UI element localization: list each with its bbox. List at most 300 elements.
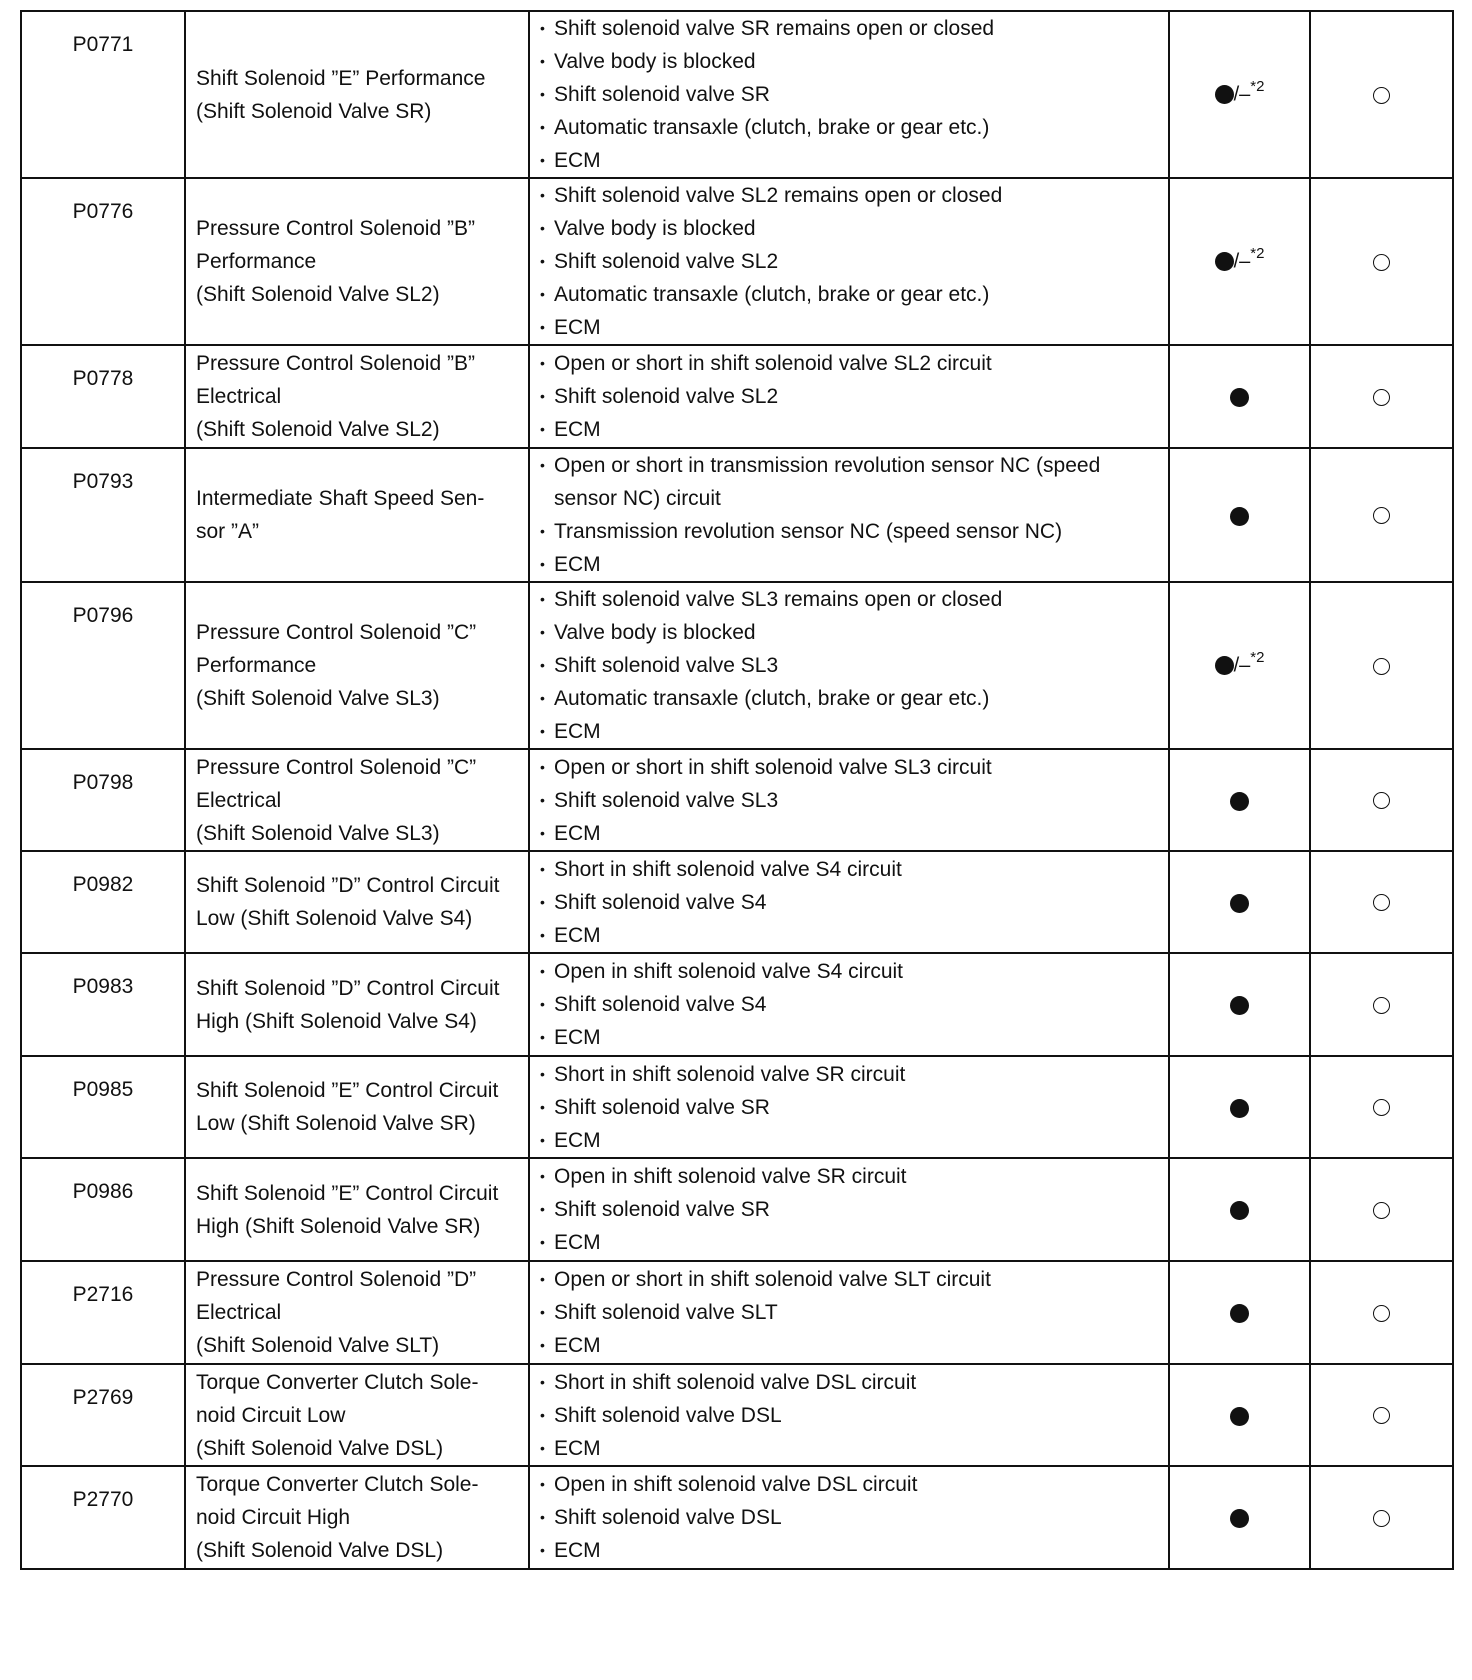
memory-cell [1310,1056,1453,1158]
detection-item-line: Shift Solenoid ”E” Control Circuit [196,1181,499,1205]
dtc-code-cell [21,851,185,953]
open-circle-icon [1373,658,1390,675]
detection-item-line: Electrical [196,1301,282,1324]
trouble-area-cell [529,1056,1169,1158]
bullet-icon: • [540,860,545,877]
trouble-area-item [540,751,1160,784]
detection-item-cell [185,953,529,1056]
table-row [21,1056,1453,1158]
mil-cell [1169,1261,1310,1364]
bullet-icon: • [540,20,545,36]
trouble-area-text: Transmission revolution sensor NC (speed sensor NC) [554,520,1063,543]
trouble-area-text: Shift solenoid valve SL3 [554,654,779,677]
trouble-area-text: Shift solenoid valve DSL [554,1403,782,1427]
trouble-area-text: Shift solenoid valve DSL [554,1506,782,1529]
memory-cell [1310,345,1453,448]
trouble-area-item [540,144,1160,177]
bullet-icon: • [540,1439,545,1456]
trouble-area-text: Shift solenoid valve SL2 [554,385,779,408]
open-circle-icon [1373,507,1390,524]
filled-circle-icon [1230,1509,1249,1528]
trouble-area-text: Automatic transaxle (clutch, brake or gear etc.) [554,116,990,139]
dtc-code-cell [21,1056,185,1158]
bullet-icon: • [540,457,545,473]
trouble-area-cell [529,178,1169,345]
trouble-area-item [540,1296,1160,1329]
memory-cell [1310,1466,1453,1569]
trouble-area-list [540,1366,1160,1465]
mil-cell [1169,11,1310,178]
detection-item-line: Shift Solenoid ”E” Performance [196,66,486,90]
detection-item-line: Performance [196,654,317,677]
table-row [21,345,1453,448]
dtc-code: P0778 [72,367,134,390]
trouble-area-text: Open or short in shift solenoid valve SL2 circuit [554,352,992,375]
trouble-area-text: Open or short in transmission revolution sensor NC (speed sensor NC) circuit [554,454,1101,510]
table-row [21,851,1453,953]
detection-item-line: noid Circuit High [196,1506,351,1529]
detection-item-line: Pressure Control Solenoid ”D” [196,1268,477,1291]
dash-icon: /– [1233,654,1251,677]
trouble-area-text: Shift solenoid valve S4 [554,993,767,1016]
trouble-area-cell [529,749,1169,851]
filled-circle-icon [1215,252,1234,271]
detection-item-line: Intermediate Shaft Speed Sen- [196,487,485,510]
trouble-area-item [540,548,1160,581]
mil-indicator [1230,1296,1249,1329]
table-row [21,582,1453,749]
trouble-area-item [540,715,1160,748]
trouble-area-item [540,649,1160,682]
detection-item-cell [185,1466,529,1569]
bullet-icon: • [540,723,545,739]
trouble-area-item [540,1432,1160,1465]
memory-cell [1310,1364,1453,1466]
trouble-area-text: Shift solenoid valve S4 [554,890,767,914]
trouble-area-item [540,1058,1160,1091]
trouble-area-item [540,380,1160,413]
trouble-area-list [540,347,1160,446]
mil-cell [1169,448,1310,582]
trouble-area-item [540,347,1160,380]
mil-cell [1169,582,1310,749]
filled-circle-icon [1230,894,1249,913]
dtc-code: P0798 [72,771,134,794]
filled-circle-icon [1230,388,1249,407]
bullet-icon: • [540,355,545,371]
detection-item-cell [185,1056,529,1158]
trouble-area-item [540,682,1160,715]
mil-indicator [1230,1501,1249,1534]
detection-item-cell [185,1158,529,1261]
detection-item-line: (Shift Solenoid Valve SR) [196,99,432,123]
trouble-area-item [540,853,1160,886]
trouble-area-text: Open in shift solenoid valve S4 circuit [554,960,904,983]
bullet-icon: • [540,1373,545,1390]
filled-circle-icon [1230,1099,1249,1118]
dtc-code-cell [21,1364,185,1466]
trouble-area-item [540,817,1160,850]
memory-cell [1310,11,1453,178]
trouble-area-item [540,515,1160,548]
trouble-area-item [540,245,1160,278]
trouble-area-item [540,1468,1160,1501]
open-circle-icon [1373,389,1390,406]
dash-icon: /– [1233,83,1251,106]
trouble-area-item [540,179,1160,212]
dtc-code-cell [21,448,185,582]
bullet-icon: • [540,1098,545,1115]
trouble-area-text: Shift solenoid valve SR [554,83,770,106]
trouble-area-list [540,853,1160,952]
detection-item-line: sor ”A” [196,520,259,543]
detection-item-line: Low (Shift Solenoid Valve S4) [196,907,473,930]
open-circle-icon [1373,1407,1390,1424]
trouble-area-text: ECM [554,923,601,947]
filled-circle-icon [1230,1304,1249,1323]
trouble-area-text: Valve body is blocked [554,50,756,73]
mil-cell [1169,1158,1310,1261]
trouble-area-item [540,12,1160,45]
trouble-area-item [540,111,1160,144]
trouble-area-item [540,1263,1160,1296]
detection-item-line: Pressure Control Solenoid ”B” [196,352,475,375]
trouble-area-text: ECM [554,316,601,339]
detection-item-cell [185,345,529,448]
trouble-area-text: ECM [554,553,601,576]
trouble-area-text: Automatic transaxle (clutch, brake or gear etc.) [554,283,990,306]
bullet-icon: • [540,1542,545,1558]
trouble-area-text: Shift solenoid valve SR [554,1095,770,1119]
detection-item-cell [185,448,529,582]
detection-item-cell [185,11,529,178]
trouble-area-text: Shift solenoid valve SR remains open or closed [554,17,995,40]
bullet-icon: • [540,591,545,607]
mil-cell [1169,1466,1310,1569]
detection-item-line: Shift Solenoid ”E” Control Circuit [196,1079,499,1102]
trouble-area-text: Open or short in shift solenoid valve SLT circuit [554,1268,991,1291]
detection-item-line: Electrical [196,385,282,408]
mil-indicator [1230,380,1249,413]
bullet-icon: • [540,624,545,640]
trouble-area-item [540,1124,1160,1157]
trouble-area-cell [529,582,1169,749]
dtc-table-body [21,11,1453,1569]
trouble-area-text: Short in shift solenoid valve DSL circuit [554,1370,917,1394]
dtc-code: P0776 [72,200,134,223]
trouble-area-text: Open or short in shift solenoid valve SL3 circuit [554,755,992,779]
open-circle-icon [1373,254,1390,271]
bullet-icon: • [540,187,545,203]
detection-item-line: Electrical [196,788,282,812]
trouble-area-cell [529,1261,1169,1364]
memory-cell [1310,582,1453,749]
table-row [21,1466,1453,1569]
bullet-icon: • [540,657,545,673]
bullet-icon: • [540,758,545,775]
dtc-code: P0793 [72,470,134,493]
filled-circle-icon [1230,1407,1249,1426]
trouble-area-text: ECM [554,1539,601,1562]
trouble-area-item [540,886,1160,919]
trouble-area-item [540,616,1160,649]
bullet-icon: • [540,286,545,302]
trouble-area-item [540,1366,1160,1399]
trouble-area-cell [529,1158,1169,1261]
detection-item-cell [185,178,529,345]
detection-item-line: (Shift Solenoid Valve SL3) [196,821,440,845]
bullet-icon: • [540,1131,545,1148]
trouble-area-item [540,1329,1160,1362]
trouble-area-item [540,1160,1160,1193]
bullet-icon: • [540,220,545,236]
dtc-code-cell [21,1158,185,1261]
trouble-area-text: Shift solenoid valve SR [554,1198,770,1221]
dtc-code: P2716 [72,1283,134,1306]
table-row [21,1158,1453,1261]
trouble-area-text: ECM [554,1436,601,1460]
memory-cell [1310,448,1453,582]
trouble-area-list [540,12,1160,177]
mil-cell [1169,953,1310,1056]
trouble-area-list [540,751,1160,850]
detection-item-cell [185,749,529,851]
trouble-area-item [540,1226,1160,1259]
trouble-area-item [540,955,1160,988]
memory-cell [1310,1261,1453,1364]
dtc-code: P0985 [72,1078,134,1101]
filled-circle-icon [1230,792,1249,811]
trouble-area-list [540,179,1160,344]
trouble-area-text: Open in shift solenoid valve SR circuit [554,1165,907,1188]
bullet-icon: • [540,86,545,102]
bullet-icon: • [540,388,545,404]
trouble-area-cell [529,345,1169,448]
detection-item-line: Pressure Control Solenoid ”C” [196,621,477,644]
detection-item-line: (Shift Solenoid Valve SL3) [196,687,440,710]
dtc-code-cell [21,749,185,851]
table-row [21,178,1453,345]
bullet-icon: • [540,119,545,135]
dtc-code-cell [21,11,185,178]
detection-item-line: (Shift Solenoid Valve DSL) [196,1436,444,1460]
trouble-area-text: Shift solenoid valve SL3 remains open or closed [554,588,1003,611]
bullet-icon: • [540,319,545,335]
bullet-icon: • [540,791,545,808]
filled-circle-icon [1230,996,1249,1015]
dtc-code: P0796 [72,604,134,627]
trouble-area-item [540,1021,1160,1054]
mil-cell [1169,1056,1310,1158]
detection-item-line: Low (Shift Solenoid Valve SR) [196,1112,476,1135]
trouble-area-item [540,1501,1160,1534]
open-circle-icon [1373,792,1390,809]
detection-item-line: noid Circuit Low [196,1403,346,1427]
trouble-area-text: ECM [554,149,601,172]
trouble-area-item [540,988,1160,1021]
detection-item-line: (Shift Solenoid Valve SLT) [196,1334,440,1357]
bullet-icon: • [540,1065,545,1082]
detection-item-line: Shift Solenoid ”D” Control Circuit [196,976,500,1000]
dtc-code: P0983 [72,975,134,998]
trouble-area-item [540,1193,1160,1226]
detection-item-cell [185,1261,529,1364]
bullet-icon: • [540,1201,545,1217]
mil-indicator [1230,988,1249,1021]
trouble-area-text: Short in shift solenoid valve SR circuit [554,1062,906,1086]
trouble-area-text: ECM [554,1026,601,1049]
dtc-code: P2769 [72,1386,134,1409]
filled-circle-icon [1215,85,1234,104]
trouble-area-item [540,413,1160,446]
trouble-area-item [540,78,1160,111]
mil-indicator [1230,1090,1249,1123]
trouble-area-item [540,1399,1160,1432]
trouble-area-text: Shift solenoid valve SL2 [554,250,779,273]
trouble-area-text: ECM [554,1128,601,1152]
bullet-icon: • [540,963,545,979]
bullet-icon: • [540,1029,545,1045]
dtc-code-cell [21,345,185,448]
dtc-code: P2770 [72,1488,134,1511]
dash-icon: /– [1233,250,1251,273]
detection-item-line: Performance [196,250,317,273]
trouble-area-item [540,1091,1160,1124]
trouble-area-item [540,311,1160,344]
trouble-area-list [540,583,1160,748]
bullet-icon: • [540,824,545,841]
trouble-area-list [540,449,1160,581]
dtc-code: P0986 [72,1180,134,1203]
mil-indicator [1230,885,1249,918]
trouble-area-cell [529,953,1169,1056]
detection-item-line: Pressure Control Solenoid ”C” [196,755,477,779]
trouble-area-list [540,1160,1160,1259]
memory-cell [1310,1158,1453,1261]
footnote-ref: *2 [1250,648,1265,666]
bullet-icon: • [540,152,545,168]
mil-cell [1169,178,1310,345]
dtc-code-cell [21,178,185,345]
trouble-area-item [540,45,1160,78]
trouble-area-text: ECM [554,821,601,845]
trouble-area-list [540,1058,1160,1157]
open-circle-icon [1373,997,1390,1014]
trouble-area-list [540,1468,1160,1567]
bullet-icon: • [540,690,545,706]
dtc-code-cell [21,1466,185,1569]
trouble-area-cell [529,1466,1169,1569]
memory-cell [1310,851,1453,953]
open-circle-icon [1373,894,1390,911]
mil-indicator [1230,783,1249,816]
detection-item-cell [185,582,529,749]
bullet-icon: • [540,556,545,572]
mil-indicator [1230,1193,1249,1226]
footnote-ref: *2 [1250,77,1265,95]
trouble-area-item [540,583,1160,616]
bullet-icon: • [540,1304,545,1320]
dtc-table [20,10,1454,1570]
memory-cell [1310,953,1453,1056]
bullet-icon: • [540,996,545,1012]
bullet-icon: • [540,926,545,943]
bullet-icon: • [540,893,545,910]
detection-item-line: (Shift Solenoid Valve SL2) [196,418,440,441]
trouble-area-text: Shift solenoid valve SL3 [554,788,779,812]
open-circle-icon [1373,1510,1390,1527]
detection-item-line: Pressure Control Solenoid ”B” [196,217,475,240]
dtc-code: P0982 [72,873,134,896]
detection-item-line: High (Shift Solenoid Valve SR) [196,1214,481,1238]
mil-cell [1169,749,1310,851]
trouble-area-text: Valve body is blocked [554,621,756,644]
mil-indicator [1230,1398,1249,1431]
footnote-ref: *2 [1250,244,1265,262]
bullet-icon: • [540,1406,545,1423]
dtc-code-cell [21,953,185,1056]
filled-circle-icon [1230,507,1249,526]
mil-indicator [1230,498,1249,531]
trouble-area-text: Automatic transaxle (clutch, brake or gear etc.) [554,687,990,710]
bullet-icon: • [540,421,545,437]
bullet-icon: • [540,1509,545,1525]
open-circle-icon [1373,1202,1390,1219]
bullet-icon: • [540,523,545,539]
trouble-area-item [540,784,1160,817]
dtc-code: P0771 [72,33,134,56]
mil-cell [1169,851,1310,953]
filled-circle-icon [1230,1201,1249,1220]
mil-indicator [1215,648,1265,684]
trouble-area-text: ECM [554,720,601,743]
bullet-icon: • [540,1168,545,1184]
table-row [21,1364,1453,1466]
detection-item-line: High (Shift Solenoid Valve S4) [196,1009,477,1033]
trouble-area-item [540,449,1160,515]
trouble-area-list [540,955,1160,1054]
detection-item-cell [185,1364,529,1466]
bullet-icon: • [540,253,545,269]
trouble-area-text: ECM [554,418,601,441]
table-row [21,1261,1453,1364]
dtc-code-cell [21,582,185,749]
detection-item-line: Torque Converter Clutch Sole- [196,1370,479,1394]
mil-indicator [1215,244,1265,280]
detection-item-line: (Shift Solenoid Valve SL2) [196,283,440,306]
trouble-area-cell [529,851,1169,953]
trouble-area-item [540,278,1160,311]
filled-circle-icon [1215,656,1234,675]
detection-item-line: Shift Solenoid ”D” Control Circuit [196,874,500,897]
trouble-area-text: ECM [554,1231,601,1254]
trouble-area-text: Shift solenoid valve SL2 remains open or closed [554,184,1003,207]
bullet-icon: • [540,1271,545,1287]
trouble-area-text: Valve body is blocked [554,217,756,240]
open-circle-icon [1373,1305,1390,1322]
mil-indicator [1215,77,1265,113]
bullet-icon: • [540,53,545,69]
memory-cell [1310,749,1453,851]
trouble-area-text: ECM [554,1334,601,1357]
table-row [21,749,1453,851]
trouble-area-text: Open in shift solenoid valve DSL circuit [554,1473,918,1496]
trouble-area-cell [529,448,1169,582]
trouble-area-text: Short in shift solenoid valve S4 circuit [554,857,902,881]
mil-cell [1169,345,1310,448]
open-circle-icon [1373,87,1390,104]
bullet-icon: • [540,1337,545,1353]
